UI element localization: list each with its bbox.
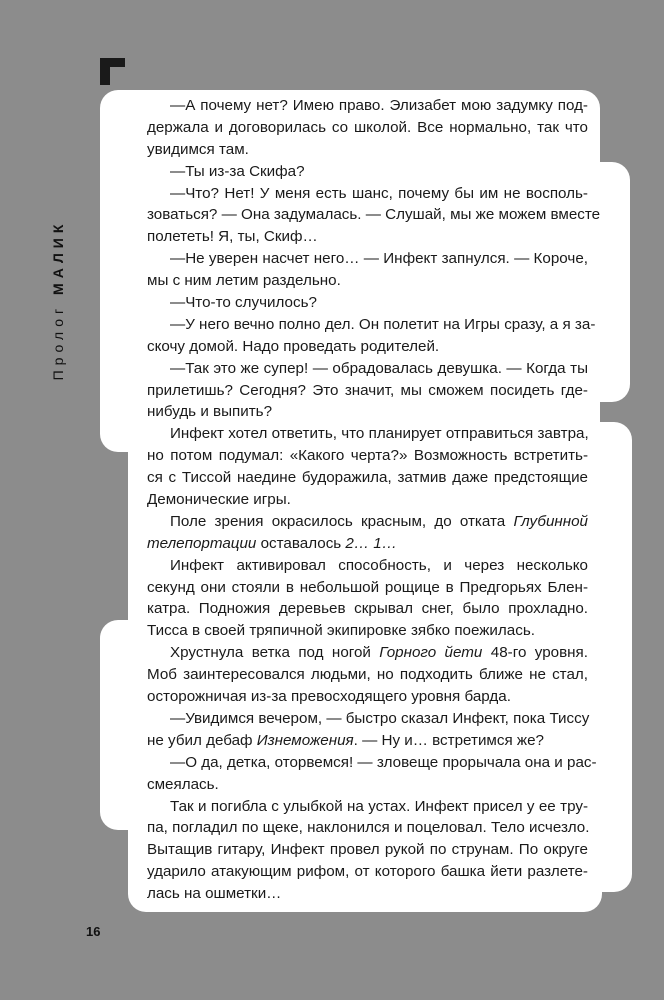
character-name: МАЛИК bbox=[50, 219, 66, 295]
text-line: но потом подумал: «Какого черта?» Возможность встретить- bbox=[147, 447, 588, 465]
text-line: увидимся там. bbox=[147, 140, 249, 158]
text-line: —О да, детка, оторвемся! — зловеще прорычала она и рас- bbox=[170, 753, 597, 771]
text-line: —Ты из-за Скифа? bbox=[170, 162, 305, 180]
text-line: —У него вечно полно дел. Он полетит на Игры сразу, а я за- bbox=[170, 315, 596, 333]
text-line: —Не уверен насчет него… — Инфект запнулся. — Короче, bbox=[170, 250, 588, 268]
text-line: смеялась. bbox=[147, 775, 219, 793]
text-line: па, погладил по щеке, наклонился и поцеловал. Тело исчезло. bbox=[147, 819, 590, 837]
text-line: Моб заинтересовался людьми, но подходить ближе не стал, bbox=[147, 666, 588, 684]
text-line: скочу домой. Надо проведать родителей. bbox=[147, 337, 440, 355]
text-line: —Увидимся вечером, — быстро сказал Инфект, пока Тиссу bbox=[170, 709, 590, 727]
text-line: секунд они стояли в небольшой рощице в Предгорьях Блен- bbox=[147, 578, 588, 596]
corner-mark bbox=[100, 58, 125, 85]
chapter-title: Пролог bbox=[50, 303, 66, 381]
text-line: —Что? Нет! У меня есть шанс, почему бы им не восполь- bbox=[170, 184, 588, 202]
text-line: —А почему нет? Имею право. Элизабет мою задумку под- bbox=[170, 97, 588, 114]
text-line: Вытащив гитару, Инфект провел рукой по струнам. По округе bbox=[147, 841, 588, 859]
text-line: Поле зрения окрасилось красным, до отката Глубинной bbox=[170, 512, 588, 530]
text-line: лась на ошметки… bbox=[147, 885, 282, 903]
text-line: Инфект хотел ответить, что планирует отправиться завтра, bbox=[170, 425, 589, 443]
text-line: ударило атакующим рифом, от которого башка йети разлете- bbox=[147, 863, 588, 881]
text-line: не убил дебаф Изнеможения. — Ну и… встретимся же? bbox=[147, 731, 544, 749]
text-line: ся с Тиссой наедине будоражила, затмив даже предстоящие bbox=[147, 469, 588, 487]
text-line: полететь! Я, ты, Скиф… bbox=[147, 228, 318, 246]
text-line: нибудь и выпить? bbox=[147, 403, 273, 421]
text-line: держала и договорилась со школой. Все нормально, так что bbox=[147, 118, 588, 136]
text-line: Демонические игры. bbox=[147, 491, 291, 509]
text-line: мы с ним летим раздельно. bbox=[147, 272, 341, 290]
text-line: зоваться? — Она задумалась. — Слушай, мы же можем вместе bbox=[147, 206, 601, 224]
running-header bbox=[49, 220, 67, 381]
text-line: —Что-то случилось? bbox=[170, 294, 317, 312]
body-text bbox=[147, 95, 601, 905]
text-line: —Так это же супер! — обрадовалась девушка. — Когда ты bbox=[170, 359, 588, 377]
text-line: катра. Подножия деревьев скрывал снег, было прохладно. bbox=[147, 600, 588, 618]
text-line: Тисса в своей тряпичной экипировке зябко поежилась. bbox=[147, 622, 535, 640]
text-line: прилетишь? Сегодня? Это значит, мы сможем посидеть где- bbox=[147, 381, 588, 399]
text-line: Хрустнула ветка под ногой Горного йети 48-го уровня. bbox=[170, 644, 588, 662]
text-line: телепортации оставалось 2… 1… bbox=[147, 534, 397, 552]
page-number: 16 bbox=[86, 924, 101, 939]
text-line: Так и погибла с улыбкой на устах. Инфект присел у ее тру- bbox=[170, 797, 588, 815]
text-line: осторожничая из-за превосходящего уровня барда. bbox=[147, 688, 511, 706]
text-line: Инфект активировал способность, и через несколько bbox=[170, 556, 588, 574]
